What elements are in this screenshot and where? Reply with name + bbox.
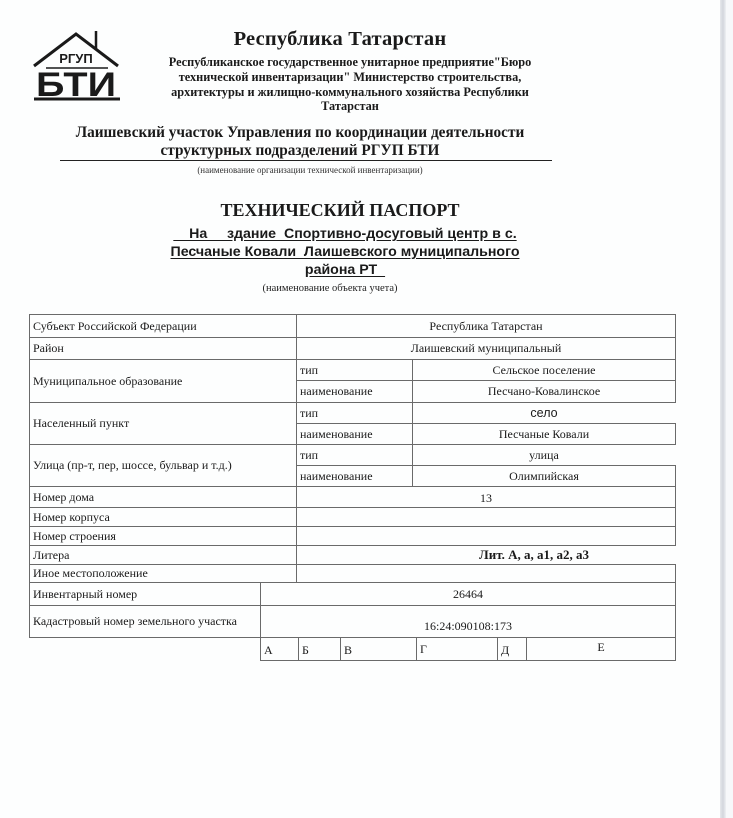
column-b: Б — [298, 637, 341, 661]
branch-name — [40, 124, 560, 160]
settlement-type-value: село — [412, 402, 676, 424]
object-name-line-2: Песчаные Ковали Лаишевского муниципального — [170, 244, 520, 260]
object-name-line-1: На здание Спортивно-досуговый центр в с. — [173, 226, 517, 242]
street-type-value: улица — [412, 444, 676, 466]
street-name-label: наименование — [296, 465, 413, 487]
municipality-name-label: наименование — [296, 380, 413, 403]
settlement-type-label: тип — [296, 402, 413, 424]
other-location-value — [296, 564, 676, 583]
branch-line-1: Лаишевский участок Управления по координации деятельности — [75, 124, 525, 141]
cadastral-label: Кадастровый номер земельного участка — [29, 605, 261, 638]
structure-value — [296, 526, 676, 546]
organization-line: Татарстан — [321, 99, 379, 114]
street-type-label: тип — [296, 444, 413, 466]
page-margin — [726, 0, 733, 818]
building-label: Номер корпуса — [29, 507, 297, 527]
building-value — [296, 507, 676, 527]
district-value: Лаишевский муниципальный — [296, 337, 676, 360]
organization-line: Республиканское государственное унитарное предприятие"Бюро — [168, 55, 532, 69]
settlement-name-label: наименование — [296, 423, 413, 445]
bti-logo — [30, 30, 122, 102]
structure-label: Номер строения — [29, 526, 297, 546]
house-roof-icon — [30, 30, 122, 102]
organization-line: технической инвентаризации" Министерство строительства, — [178, 69, 522, 84]
logo-line1: РГУП — [59, 51, 93, 66]
object-name — [140, 225, 550, 279]
branch-line-2: структурных подразделений РГУП БТИ — [160, 142, 440, 159]
branch-underline — [60, 160, 552, 161]
settlement-label: Населенный пункт — [29, 402, 297, 445]
municipality-label: Муниципальное образование — [29, 359, 297, 403]
subject-label: Субъект Российской Федерации — [29, 314, 297, 338]
municipality-type-label: тип — [296, 359, 413, 381]
district-label: Район — [29, 337, 297, 360]
logo-line2: БТИ — [36, 66, 116, 102]
cadastral-value: 16:24:090108:173 — [260, 605, 676, 638]
inventory-value: 26464 — [260, 582, 676, 606]
column-a: А — [260, 637, 299, 661]
street-label: Улица (пр-т, пер, шоссе, бульвар и т.д.) — [29, 444, 297, 487]
municipality-name-value: Песчано-Ковалинское — [412, 380, 676, 403]
house-label: Номер дома — [29, 486, 297, 508]
other-location-label: Иное местоположение — [29, 564, 297, 583]
branch-caption: (наименование организации технической инвентаризации) — [197, 165, 423, 175]
house-value: 13 — [296, 486, 676, 508]
organization-name — [140, 55, 560, 114]
inventory-label: Инвентарный номер — [29, 582, 261, 606]
settlement-name-value: Песчаные Ковали — [412, 423, 676, 445]
column-g: Г — [416, 637, 498, 661]
litera-value: Лит. А, а, а1, а2, а3 — [296, 545, 676, 565]
document-title: ТЕХНИЧЕСКИЙ ПАСПОРТ — [220, 200, 460, 220]
organization-line: архитектуры и жилищно-коммунального хозяйства Республики — [171, 84, 529, 99]
column-d: Д — [497, 637, 527, 661]
street-name-value: Олимпийская — [412, 465, 676, 487]
column-e: Е — [526, 637, 676, 661]
litera-label: Литера — [29, 545, 297, 565]
municipality-type-value: Сельское поселение — [412, 359, 676, 381]
object-caption: (наименование объекта учета) — [262, 283, 398, 294]
object-name-line-3: района РТ — [304, 262, 386, 278]
republic-title: Республика Татарстан — [233, 28, 447, 50]
column-v: В — [340, 637, 417, 661]
subject-value: Республика Татарстан — [296, 314, 676, 338]
